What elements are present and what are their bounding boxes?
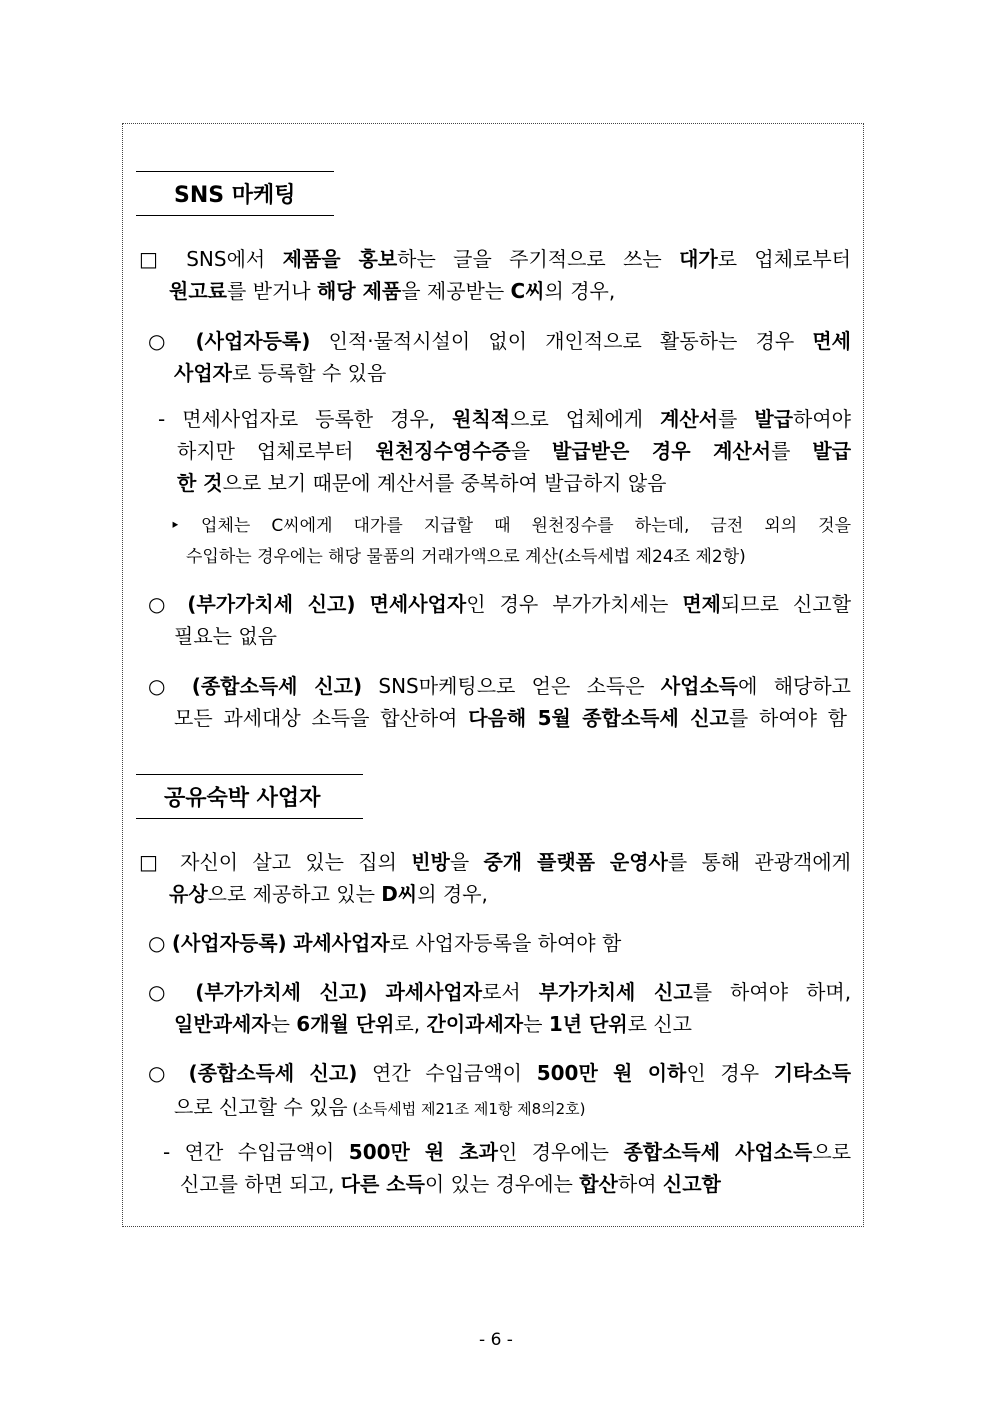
emphasis: 면세 (812, 329, 851, 353)
section-title: 공유숙박 사업자 (164, 786, 321, 811)
text: 로 신고 (627, 1012, 692, 1036)
text: 을 제공받는 (401, 279, 511, 303)
sharing-income-line-2 (174, 1092, 586, 1125)
item-label: (사업자등록) (171, 931, 287, 955)
emphasis: 해당 제품 (316, 279, 402, 303)
emphasis: 다른 소득 (340, 1172, 425, 1196)
text: 인적·물적시설이 없이 개인적으로 활동하는 경우 (310, 329, 813, 353)
sharing-vat-line-1 (148, 977, 851, 1008)
emphasis: 다음해 5월 종합소득세 신고 (468, 706, 729, 730)
emphasis: 발급 (812, 439, 852, 463)
square-bullet-icon: □ (139, 850, 166, 874)
sns-income-line-1 (148, 671, 851, 702)
emphasis: 기타소득 (773, 1061, 852, 1085)
text: 을 (449, 850, 484, 874)
text: 로서 (482, 980, 539, 1004)
text: 를 받거나 (226, 279, 317, 303)
emphasis: 신고함 (662, 1172, 721, 1196)
law-reference: (소득세법 제21조 제1항 제8의2호) (347, 1100, 586, 1118)
emphasis: 6개월 단위 (296, 1012, 395, 1036)
sns-note-line-1 (170, 511, 851, 541)
text: 수입하는 경우에는 해당 물품의 거래가액으로 계산 (186, 547, 558, 567)
text: 신고를 하면 되고, (180, 1172, 341, 1196)
text: 하는 글을 주기적으로 쓰는 (397, 247, 680, 271)
text: 업체는 C씨에게 대가를 지급할 때 원천징수를 하는데, 금전 외의 것을 (180, 516, 851, 536)
emphasis: 500만 원 이하 (536, 1061, 687, 1085)
text: 으로 보기 때문에 계산서를 중복하여 발급하지 않음 (222, 471, 667, 495)
emphasis: 한 것 (177, 471, 223, 495)
emphasis: 발급받은 경우 계산서 (552, 439, 772, 463)
emphasis: 500만 원 초과 (348, 1140, 498, 1164)
sharing-registration-line (148, 928, 621, 959)
text: 로, (394, 1012, 427, 1036)
dash-bullet-icon: - (158, 407, 166, 431)
sns-registration-line-2 (174, 358, 386, 389)
emphasis: 빈방 (411, 850, 450, 874)
sharing-over-line-2 (180, 1169, 721, 1200)
text: 로 등록할 수 있음 (231, 361, 387, 385)
emphasis: 과세사업자 (385, 980, 483, 1004)
circle-bullet-icon: ○ (148, 1061, 174, 1085)
sharing-income-line-1 (148, 1058, 851, 1089)
item-label: (종합소득세 신고) (188, 1061, 358, 1085)
text: 자신이 살고 있는 집의 (165, 850, 412, 874)
triangle-bullet-icon: ‣ (170, 516, 181, 536)
text: 인 경우에는 (497, 1140, 624, 1164)
emphasis: 부가가치세 신고 (538, 980, 693, 1004)
emphasis: 제품을 홍보 (282, 247, 398, 271)
text: 으로 제공하고 있는 (207, 882, 382, 906)
text: 로 업체로부터 (717, 247, 851, 271)
law-reference: (소득세법 제24조 제2항) (557, 547, 746, 567)
emphasis: 유상 (169, 882, 208, 906)
sns-invoice-line-3 (177, 468, 666, 499)
item-label: (종합소득세 신고) (191, 674, 363, 698)
sharing-intro-line-2 (169, 879, 488, 910)
page-number: - 6 - (479, 1330, 513, 1350)
emphasis: 일반과세자 (174, 1012, 271, 1036)
text: 으로 신고할 수 있음 (174, 1095, 348, 1119)
sns-invoice-line-1 (158, 404, 851, 435)
text: 인 경우 (686, 1061, 774, 1085)
text (356, 592, 370, 616)
dash-bullet-icon: - (163, 1140, 171, 1164)
emphasis: 대가 (679, 247, 718, 271)
emphasis: 종합소득세 사업소득 (623, 1140, 813, 1164)
emphasis: 면제 (682, 592, 721, 616)
text: 연간 수입금액이 (170, 1140, 349, 1164)
text: 필요는 없음 (174, 624, 277, 648)
sns-note-line-2 (186, 542, 746, 572)
section-heading-sharing (136, 774, 363, 819)
section-title: SNS 마케팅 (174, 183, 296, 208)
text: 모든 과세대상 소득을 합산하여 (174, 706, 469, 730)
sns-income-line-2 (174, 703, 847, 734)
intro-line-1 (139, 244, 851, 275)
item-label: (부가가치세 신고) (187, 592, 356, 616)
emphasis: D씨 (381, 882, 418, 906)
circle-bullet-icon: ○ (148, 980, 178, 1004)
circle-bullet-icon: ○ (148, 592, 174, 616)
square-bullet-icon: □ (139, 247, 169, 271)
text: 으로 (812, 1140, 852, 1164)
circle-bullet-icon: ○ (148, 674, 176, 698)
circle-bullet-icon: ○ (148, 329, 178, 353)
text: 인 경우 부가가치세는 (466, 592, 683, 616)
text: SNS에서 (168, 247, 283, 271)
emphasis: 면세사업자 (369, 592, 467, 616)
circle-bullet-icon: ○ (148, 931, 166, 955)
emphasis: 계산서 (660, 407, 719, 431)
text: 이 있는 경우에는 (424, 1172, 580, 1196)
text: 면세사업자로 등록한 경우, (165, 407, 453, 431)
text: 에 해당하고 (738, 674, 852, 698)
emphasis: 간이과세자 (426, 1012, 524, 1036)
emphasis: 중개 플랫폼 운영사 (483, 850, 668, 874)
sharing-over-line-1 (163, 1137, 851, 1168)
sns-vat-line-1 (148, 589, 851, 620)
text: 로 사업자등록을 하여야 함 (389, 931, 622, 955)
emphasis: 합산 (579, 1172, 618, 1196)
text: 를 (771, 439, 813, 463)
text: 하여 (617, 1172, 663, 1196)
text: 으로 업체에게 (510, 407, 661, 431)
sharing-intro-line-1 (139, 847, 851, 878)
text: 연간 수입금액이 (357, 1061, 537, 1085)
text: SNS마케팅으로 얻은 소득은 (362, 674, 661, 698)
text: 되므로 신고할 (721, 592, 852, 616)
emphasis: 원칙적 (452, 407, 511, 431)
emphasis: 원천징수영수증 (375, 439, 511, 463)
text: 하여야 (793, 407, 851, 431)
item-label: (사업자등록) (195, 329, 311, 353)
section-heading-sns (136, 171, 334, 216)
text: 를 하여야 함 (728, 706, 847, 730)
emphasis: 사업자 (174, 361, 232, 385)
text (367, 980, 385, 1004)
item-label: (부가가치세 신고) (195, 980, 368, 1004)
text: 는 (270, 1012, 297, 1036)
emphasis: 1년 단위 (548, 1012, 628, 1036)
sns-invoice-line-2 (177, 436, 851, 467)
text: 를 통해 관광객에게 (667, 850, 851, 874)
sharing-vat-line-2 (174, 1009, 692, 1040)
text: 의 경우, (417, 882, 488, 906)
emphasis: 발급 (754, 407, 794, 431)
text: 을 (510, 439, 553, 463)
emphasis: C씨 (510, 279, 545, 303)
text: 의 경우, (544, 279, 616, 303)
sns-vat-line-2 (174, 621, 277, 652)
text: 하지만 업체로부터 (177, 439, 376, 463)
sns-registration-line-1 (148, 326, 851, 357)
intro-line-2 (169, 276, 615, 307)
emphasis: 원고료 (169, 279, 227, 303)
emphasis: 과세사업자 (293, 931, 390, 955)
text: 를 하여야 하며, (692, 980, 852, 1004)
text: 는 (523, 1012, 549, 1036)
emphasis: 사업소득 (660, 674, 739, 698)
text: 를 (718, 407, 755, 431)
